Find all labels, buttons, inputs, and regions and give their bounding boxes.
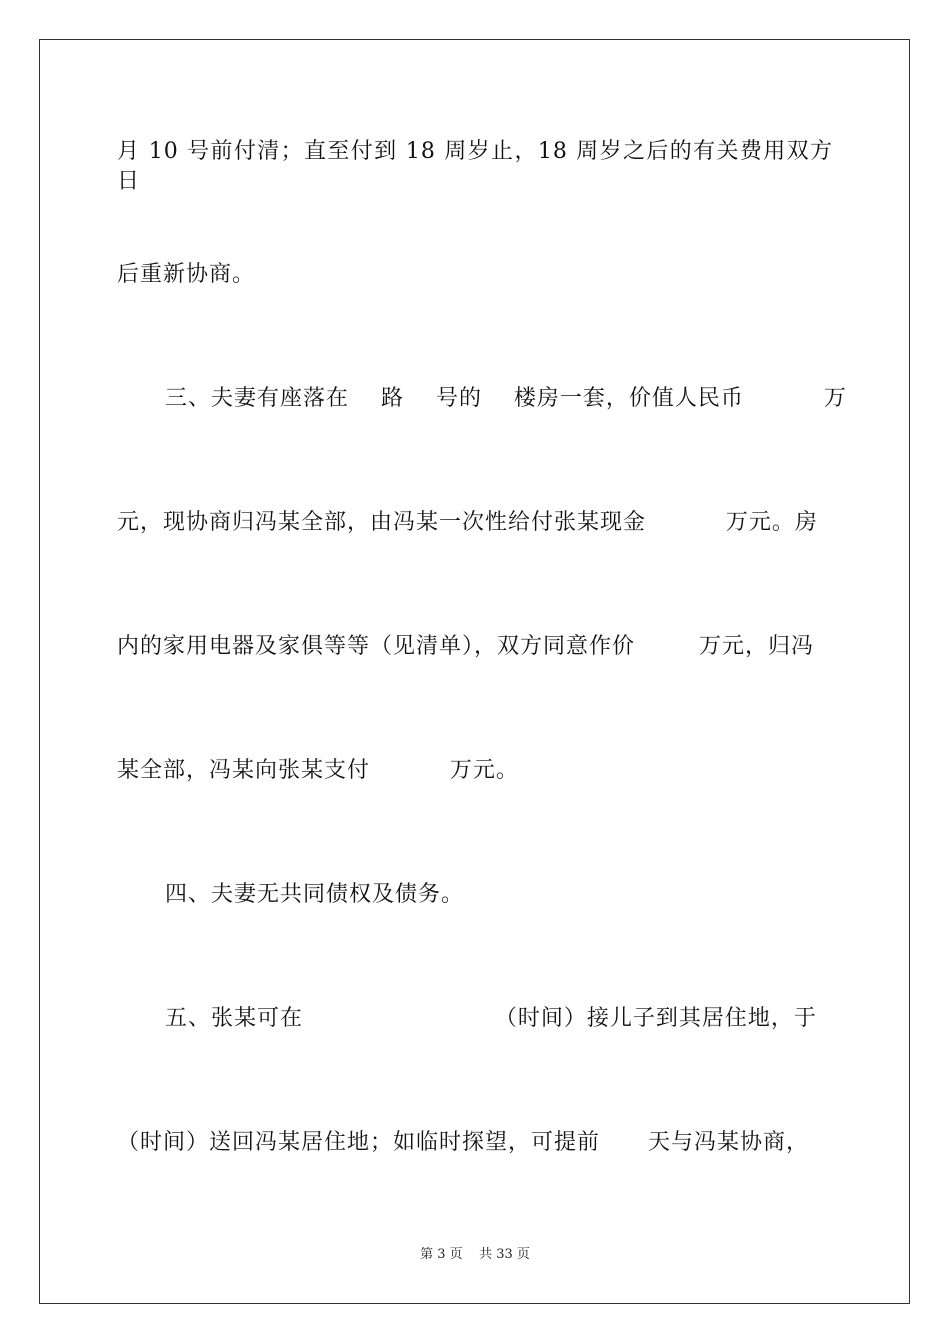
body-line-8: 五、张某可在 （时间）接儿子到其居住地，于 — [165, 1006, 817, 1031]
page-border — [39, 39, 910, 1304]
page-number-footer: 第 3 页 共 33 页 — [420, 1247, 530, 1262]
body-line-2: 后重新协商。 — [117, 262, 256, 287]
body-line-5: 内的家用电器及家俱等等（见清单），双方同意作价 万元，归冯 — [117, 634, 814, 659]
body-line-3: 三、夫妻有座落在 路 号的 楼房一套，价值人民币 万 — [165, 386, 847, 411]
body-line-9: （时间）送回冯某居住地；如临时探望，可提前 天与冯某协商， — [117, 1130, 809, 1155]
body-line-7: 四、夫妻无共同债权及债务。 — [165, 882, 465, 907]
body-line-6: 某全部，冯某向张某支付 万元。 — [117, 758, 519, 783]
body-line-1: 月 10 号前付清；直至付到 18 周岁止，18 周岁之后的有关费用双方日 — [117, 139, 833, 194]
body-line-4: 元，现协商归冯某全部，由冯某一次性给付张某现金 万元。房 — [117, 510, 818, 535]
